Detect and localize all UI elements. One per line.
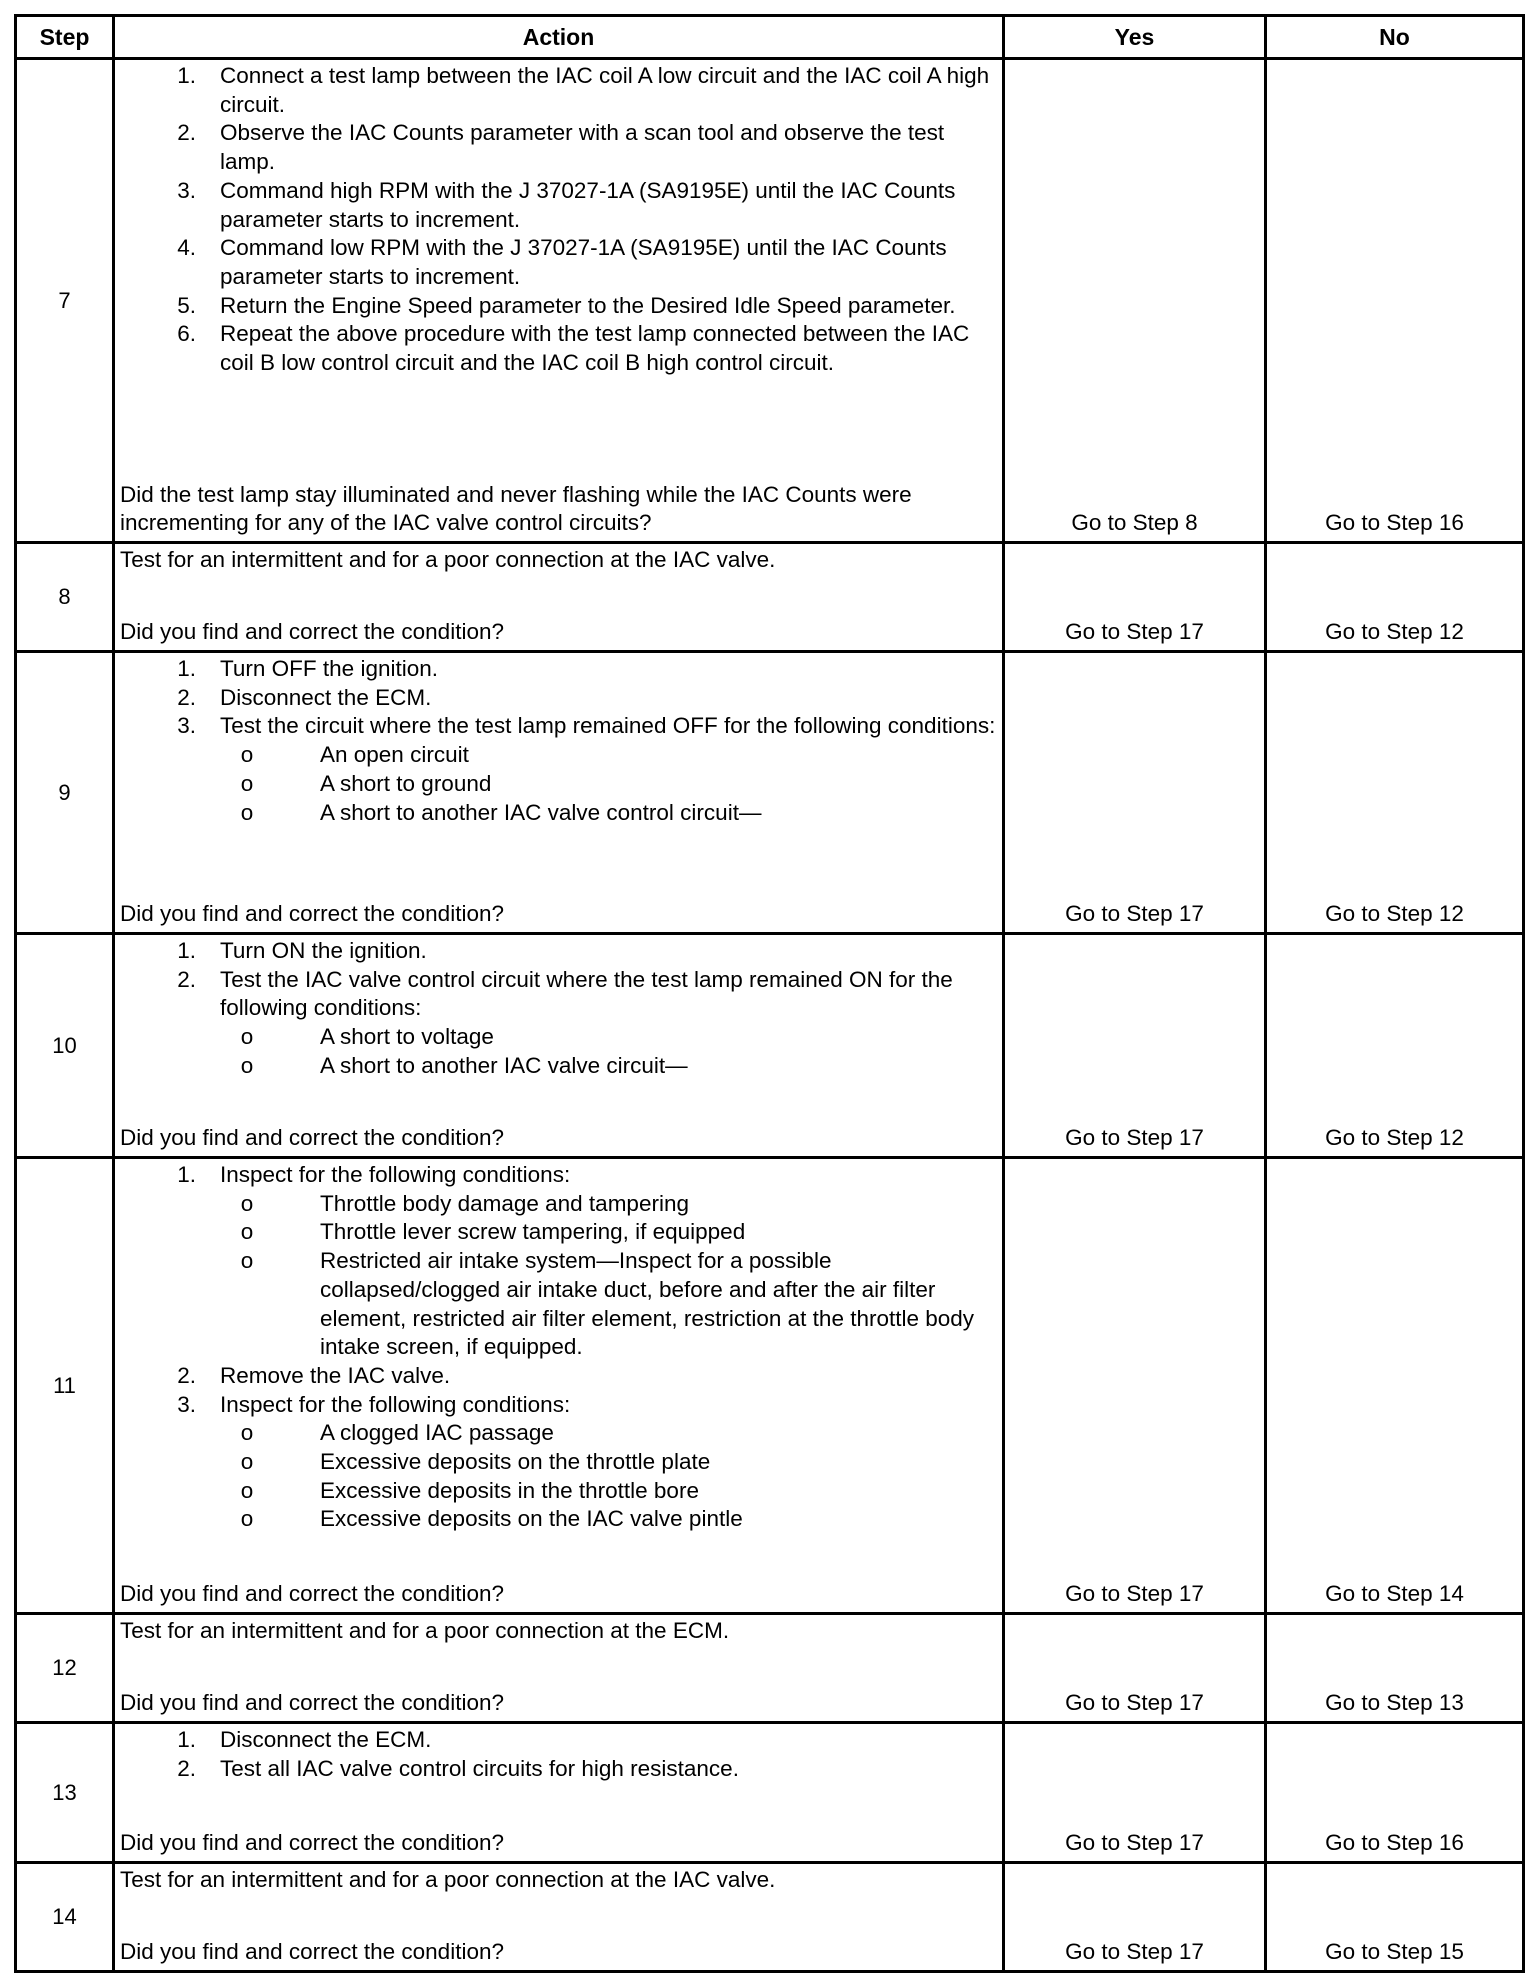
- action-instructions: [120, 1161, 996, 1534]
- condition-text: A clogged IAC passage: [320, 1420, 554, 1446]
- condition-item: [120, 1419, 996, 1448]
- numbered-step-list: [120, 655, 996, 827]
- yes-result: Go to Step 17: [1004, 1723, 1266, 1863]
- diagnostic-table-page: [14, 14, 1522, 1974]
- yes-result: Go to Step 8: [1004, 59, 1266, 543]
- action-instructions: [120, 62, 996, 378]
- numbered-step: [120, 937, 996, 966]
- numbered-step: [120, 712, 996, 827]
- numbered-step: [120, 966, 996, 1081]
- action-instructions: [120, 937, 996, 1081]
- numbered-step-list: [120, 937, 996, 1081]
- numbered-step: [120, 1726, 996, 1755]
- step-list-number: 2.: [177, 684, 196, 710]
- step-text: Disconnect the ECM.: [220, 684, 432, 710]
- step-list-number: 2.: [177, 1755, 196, 1781]
- bullet-icon: o: [240, 742, 254, 768]
- condition-text: A short to another IAC valve control circuit—: [320, 799, 762, 825]
- step-text: Disconnect the ECM.: [220, 1727, 432, 1752]
- condition-text: Excessive deposits in the throttle bore: [320, 1477, 699, 1503]
- action-intro: Test for an intermittent and for a poor connection at the IAC valve.: [120, 1867, 776, 1892]
- condition-list: [220, 1190, 996, 1362]
- condition-item: [120, 1218, 996, 1247]
- numbered-step-list: [120, 1726, 996, 1783]
- header-action: Action: [114, 16, 1004, 59]
- action-cell: [114, 1863, 1004, 1972]
- condition-text: Excessive deposits on the throttle plate: [320, 1449, 711, 1475]
- step-list-number: 4.: [177, 235, 196, 261]
- bullet-icon: o: [240, 799, 254, 825]
- step-text: Command low RPM with the J 37027-1A (SA9195E) until the IAC Counts parameter starts to increment.: [220, 235, 947, 289]
- step-text: Remove the IAC valve.: [220, 1362, 451, 1388]
- no-result: Go to Step 16: [1266, 59, 1524, 543]
- action-cell: [114, 1614, 1004, 1723]
- step-text: Observe the IAC Counts parameter with a scan tool and observe the test lamp.: [220, 120, 945, 175]
- condition-item: [120, 799, 996, 828]
- step-text: Return the Engine Speed parameter to the Desired Idle Speed parameter.: [220, 292, 956, 318]
- question-text: Did you find and correct the condition?: [120, 1581, 504, 1607]
- action-intro: Test for an intermittent and for a poor connection at the ECM.: [120, 1618, 730, 1643]
- bullet-icon: o: [240, 1449, 254, 1475]
- step-list-number: 1.: [177, 1162, 196, 1187]
- no-result: Go to Step 16: [1266, 1723, 1524, 1863]
- step-text: Repeat the above procedure with the test lamp connected between the IAC coil B low control circuit and the IAC coil B high control circuit.: [220, 321, 970, 376]
- step-list-number: 6.: [177, 321, 196, 347]
- numbered-step: [120, 234, 996, 291]
- numbered-step: [120, 1755, 996, 1784]
- action-instructions: [120, 1866, 996, 1895]
- action-instructions: [120, 1726, 996, 1783]
- header-step: Step: [16, 16, 114, 59]
- no-result: Go to Step 15: [1266, 1863, 1524, 1972]
- step-number: 12: [16, 1614, 114, 1723]
- step-number: 11: [16, 1158, 114, 1614]
- no-result: Go to Step 12: [1266, 652, 1524, 934]
- numbered-step: [120, 320, 996, 377]
- table-row: [16, 652, 1524, 934]
- no-result: Go to Step 12: [1266, 934, 1524, 1158]
- numbered-step: [120, 1391, 996, 1535]
- condition-text: A short to another IAC valve circuit—: [320, 1052, 688, 1078]
- numbered-step: [120, 1161, 996, 1362]
- condition-item: [120, 1190, 996, 1219]
- condition-text: Throttle body damage and tampering: [320, 1190, 689, 1216]
- action-instructions: [120, 655, 996, 827]
- condition-list: [220, 741, 996, 827]
- question-text: Did you find and correct the condition?: [120, 1939, 504, 1965]
- table-row: [16, 59, 1524, 543]
- bullet-icon: o: [240, 1052, 254, 1078]
- step-text: Inspect for the following conditions:: [220, 1162, 571, 1187]
- condition-text: Restricted air intake system—Inspect for a possible collapsed/clogged air intake duct, before and after the air filter element, restricted air filter element, restriction at the throttle body intake screen, if equipped.: [320, 1248, 975, 1360]
- question-text: Did you find and correct the condition?: [120, 1125, 504, 1151]
- step-text: Test the IAC valve control circuit where the test lamp remained ON for the following conditions:: [220, 966, 953, 1021]
- step-text: Command high RPM with the J 37027-1A (SA9195E) until the IAC Counts parameter starts to increment.: [220, 177, 956, 232]
- step-list-number: 2.: [177, 966, 196, 992]
- action-intro: Test for an intermittent and for a poor connection at the IAC valve.: [120, 547, 776, 572]
- step-number: 10: [16, 934, 114, 1158]
- bullet-icon: o: [240, 1024, 254, 1050]
- action-cell: [114, 652, 1004, 934]
- table-row: [16, 1863, 1524, 1972]
- step-text: Test the circuit where the test lamp remained OFF for the following conditions:: [220, 713, 996, 739]
- action-instructions: [120, 546, 996, 575]
- numbered-step: [120, 1362, 996, 1391]
- step-list-number: 3.: [177, 177, 196, 203]
- yes-result: Go to Step 17: [1004, 1158, 1266, 1614]
- question-text: Did you find and correct the condition?: [120, 1830, 504, 1856]
- yes-result: Go to Step 17: [1004, 1863, 1266, 1972]
- bullet-icon: o: [240, 1477, 254, 1503]
- condition-item: [120, 770, 996, 799]
- step-number: 9: [16, 652, 114, 934]
- question-text: Did you find and correct the condition?: [120, 901, 504, 927]
- step-text: Inspect for the following conditions:: [220, 1391, 571, 1417]
- step-list-number: 5.: [177, 292, 196, 318]
- step-list-number: 1.: [177, 1727, 196, 1752]
- condition-item: [120, 1448, 996, 1477]
- table-row: [16, 1614, 1524, 1723]
- bullet-icon: o: [240, 1420, 254, 1446]
- condition-text: An open circuit: [320, 742, 469, 768]
- numbered-step: [120, 655, 996, 684]
- step-list-number: 1.: [177, 63, 196, 88]
- condition-text: Excessive deposits on the IAC valve pintle: [320, 1506, 743, 1532]
- step-text: Turn ON the ignition.: [220, 938, 427, 963]
- diagnostic-table: [14, 14, 1525, 1973]
- condition-item: [120, 1477, 996, 1506]
- action-cell: [114, 59, 1004, 543]
- header-yes: Yes: [1004, 16, 1266, 59]
- numbered-step: [120, 177, 996, 234]
- table-row: [16, 1158, 1524, 1614]
- numbered-step-list: [120, 62, 996, 378]
- action-instructions: [120, 1617, 996, 1646]
- condition-item: [120, 1505, 996, 1534]
- condition-text: A short to voltage: [320, 1024, 494, 1050]
- question-text: Did the test lamp stay illuminated and never flashing while the IAC Counts were incrementing for any of the IAC valve control circuits?: [120, 481, 912, 536]
- action-cell: [114, 1158, 1004, 1614]
- question-text: Did you find and correct the condition?: [120, 1690, 504, 1716]
- bullet-icon: o: [240, 1248, 254, 1274]
- action-cell: [114, 543, 1004, 652]
- condition-item: [120, 1247, 996, 1362]
- step-list-number: 1.: [177, 938, 196, 963]
- condition-text: A short to ground: [320, 770, 492, 796]
- bullet-icon: o: [240, 1506, 254, 1532]
- step-text: Connect a test lamp between the IAC coil A low circuit and the IAC coil A high circuit.: [220, 63, 990, 117]
- header-no: No: [1266, 16, 1524, 59]
- action-cell: [114, 934, 1004, 1158]
- condition-list: [220, 1419, 996, 1534]
- numbered-step: [120, 62, 996, 119]
- condition-item: [120, 1023, 996, 1052]
- step-number: 7: [16, 59, 114, 543]
- bullet-icon: o: [240, 1219, 254, 1245]
- yes-result: Go to Step 17: [1004, 543, 1266, 652]
- table-row: [16, 1723, 1524, 1863]
- bullet-icon: o: [240, 770, 254, 796]
- step-number: 8: [16, 543, 114, 652]
- table-body: [16, 59, 1524, 1972]
- numbered-step: [120, 684, 996, 713]
- condition-text: Throttle lever screw tampering, if equipped: [320, 1219, 746, 1245]
- numbered-step: [120, 292, 996, 321]
- action-cell: [114, 1723, 1004, 1863]
- step-list-number: 2.: [177, 1362, 196, 1388]
- yes-result: Go to Step 17: [1004, 1614, 1266, 1723]
- table-header-row: [16, 16, 1524, 59]
- no-result: Go to Step 13: [1266, 1614, 1524, 1723]
- condition-item: [120, 1052, 996, 1081]
- bullet-icon: o: [240, 1190, 254, 1216]
- no-result: Go to Step 12: [1266, 543, 1524, 652]
- condition-list: [220, 1023, 996, 1080]
- step-number: 13: [16, 1723, 114, 1863]
- step-text: Turn OFF the ignition.: [220, 656, 439, 681]
- step-number: 14: [16, 1863, 114, 1972]
- step-list-number: 3.: [177, 713, 196, 739]
- condition-item: [120, 741, 996, 770]
- table-row: [16, 934, 1524, 1158]
- numbered-step: [120, 119, 996, 176]
- step-list-number: 1.: [177, 656, 196, 681]
- step-list-number: 3.: [177, 1391, 196, 1417]
- step-list-number: 2.: [177, 120, 196, 146]
- yes-result: Go to Step 17: [1004, 652, 1266, 934]
- yes-result: Go to Step 17: [1004, 934, 1266, 1158]
- table-row: [16, 543, 1524, 652]
- question-text: Did you find and correct the condition?: [120, 619, 504, 645]
- no-result: Go to Step 14: [1266, 1158, 1524, 1614]
- step-text: Test all IAC valve control circuits for high resistance.: [220, 1755, 739, 1781]
- numbered-step-list: [120, 1161, 996, 1534]
